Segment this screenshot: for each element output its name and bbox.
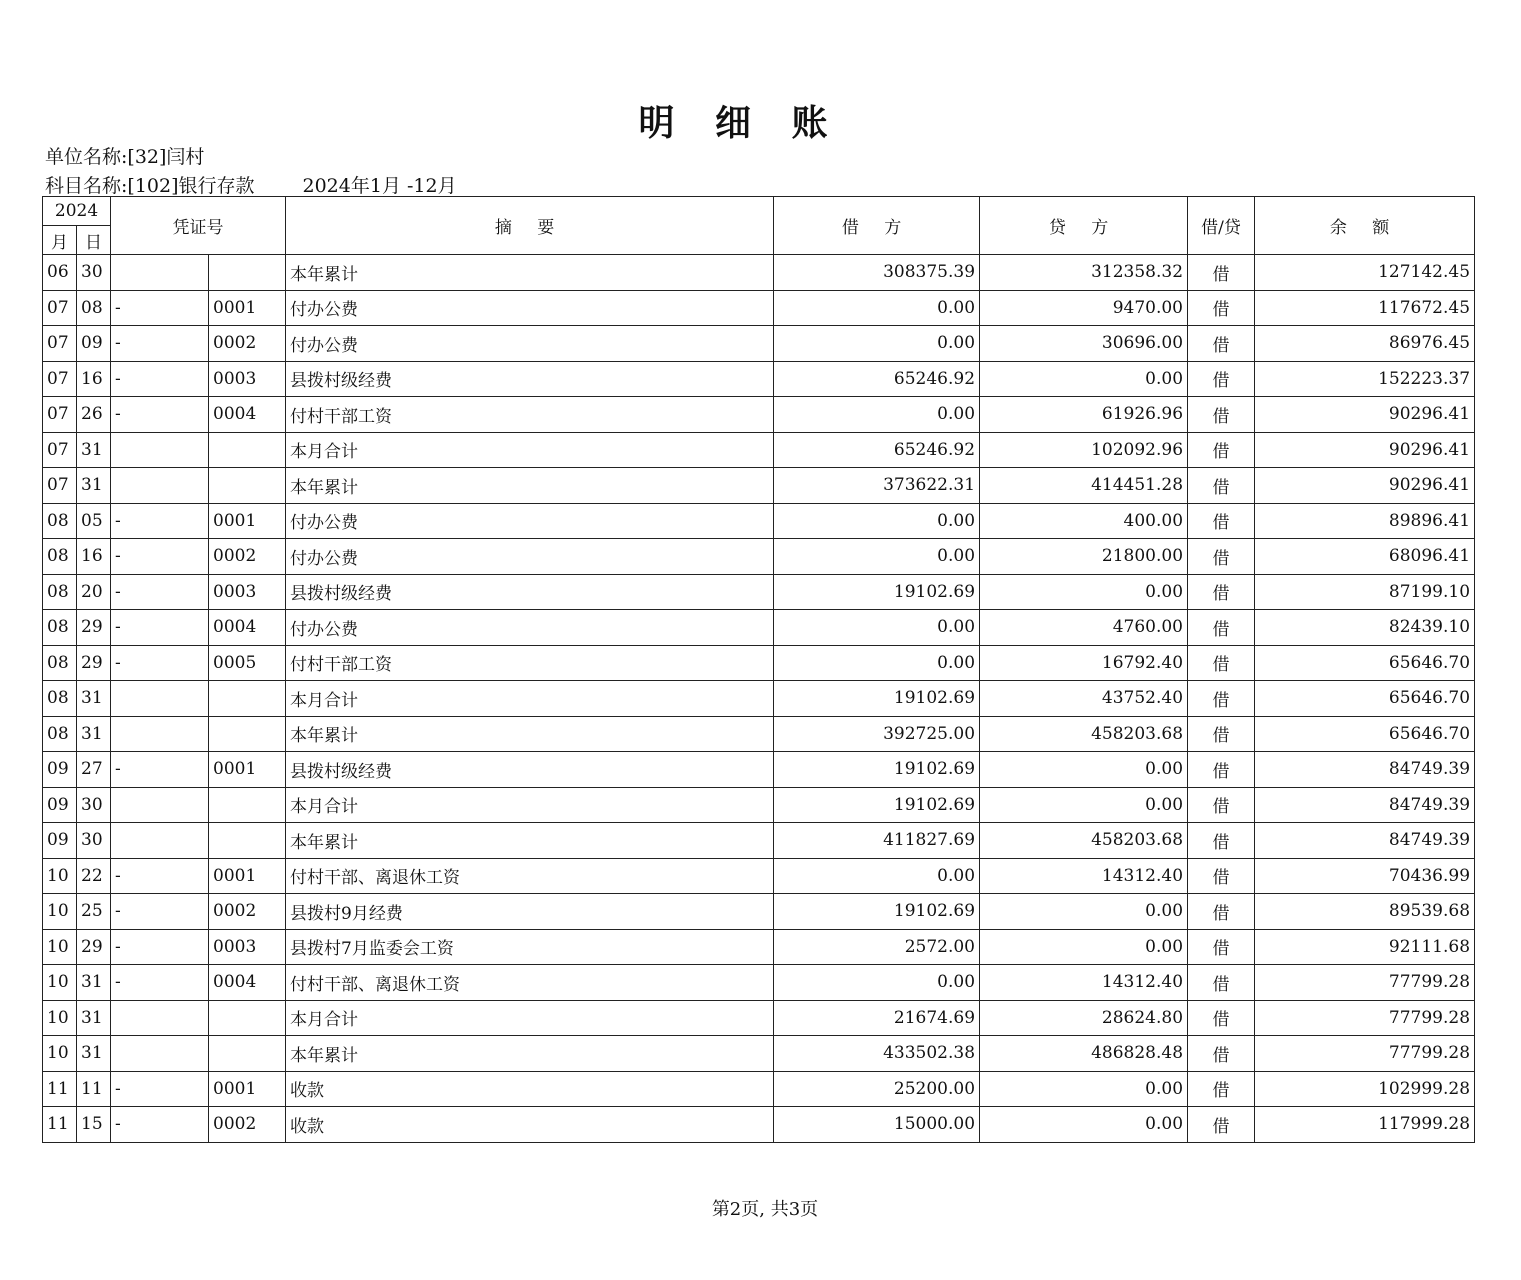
cell-day: 15 bbox=[77, 1107, 111, 1143]
period: 2024年1月 -12月 bbox=[302, 175, 457, 197]
cell-summary: 本月合计 bbox=[286, 1000, 774, 1036]
header-debit: 借 方 bbox=[774, 197, 980, 255]
table-row bbox=[43, 645, 1475, 681]
cell-credit: 16792.40 bbox=[980, 645, 1188, 681]
cell-balance: 77799.28 bbox=[1255, 1000, 1475, 1036]
header-voucher: 凭证号 bbox=[111, 197, 286, 255]
table-row bbox=[43, 681, 1475, 717]
cell-summary: 本年累计 bbox=[286, 468, 774, 504]
cell-credit: 414451.28 bbox=[980, 468, 1188, 504]
cell-direction: 借 bbox=[1188, 290, 1255, 326]
cell-month: 10 bbox=[43, 894, 77, 930]
table-row bbox=[43, 468, 1475, 504]
cell-credit: 0.00 bbox=[980, 574, 1188, 610]
cell-day: 31 bbox=[77, 965, 111, 1001]
cell-summary: 收款 bbox=[286, 1107, 774, 1143]
cell-direction: 借 bbox=[1188, 965, 1255, 1001]
cell-debit: 0.00 bbox=[774, 858, 980, 894]
cell-balance: 65646.70 bbox=[1255, 645, 1475, 681]
cell-credit: 0.00 bbox=[980, 1107, 1188, 1143]
cell-voucher-type: - bbox=[111, 894, 209, 930]
cell-day: 08 bbox=[77, 290, 111, 326]
cell-debit: 411827.69 bbox=[774, 823, 980, 859]
cell-voucher-type: - bbox=[111, 290, 209, 326]
cell-debit: 19102.69 bbox=[774, 681, 980, 717]
cell-direction: 借 bbox=[1188, 1107, 1255, 1143]
header-year: 2024 bbox=[43, 197, 111, 226]
cell-summary: 本月合计 bbox=[286, 787, 774, 823]
cell-summary: 付村干部、离退休工资 bbox=[286, 965, 774, 1001]
cell-balance: 84749.39 bbox=[1255, 752, 1475, 788]
cell-month: 08 bbox=[43, 645, 77, 681]
cell-direction: 借 bbox=[1188, 929, 1255, 965]
cell-debit: 65246.92 bbox=[774, 361, 980, 397]
cell-voucher-number: 0002 bbox=[209, 539, 286, 575]
cell-balance: 77799.28 bbox=[1255, 1036, 1475, 1072]
table-row bbox=[43, 1107, 1475, 1143]
cell-direction: 借 bbox=[1188, 1036, 1255, 1072]
cell-direction: 借 bbox=[1188, 858, 1255, 894]
header-balance: 余 额 bbox=[1255, 197, 1475, 255]
cell-credit: 4760.00 bbox=[980, 610, 1188, 646]
cell-debit: 392725.00 bbox=[774, 716, 980, 752]
cell-credit: 30696.00 bbox=[980, 326, 1188, 362]
cell-credit: 102092.96 bbox=[980, 432, 1188, 468]
cell-summary: 本年累计 bbox=[286, 716, 774, 752]
cell-balance: 117999.28 bbox=[1255, 1107, 1475, 1143]
cell-debit: 15000.00 bbox=[774, 1107, 980, 1143]
cell-month: 10 bbox=[43, 965, 77, 1001]
cell-month: 08 bbox=[43, 503, 77, 539]
table-row bbox=[43, 503, 1475, 539]
cell-credit: 9470.00 bbox=[980, 290, 1188, 326]
cell-voucher-type: - bbox=[111, 1071, 209, 1107]
cell-balance: 127142.45 bbox=[1255, 255, 1475, 291]
cell-credit: 458203.68 bbox=[980, 823, 1188, 859]
cell-voucher-number: 0001 bbox=[209, 752, 286, 788]
cell-summary: 本月合计 bbox=[286, 432, 774, 468]
cell-balance: 152223.37 bbox=[1255, 361, 1475, 397]
cell-debit: 19102.69 bbox=[774, 787, 980, 823]
cell-month: 07 bbox=[43, 432, 77, 468]
header-direction: 借/贷 bbox=[1188, 197, 1255, 255]
cell-summary: 县拨村级经费 bbox=[286, 752, 774, 788]
cell-debit: 65246.92 bbox=[774, 432, 980, 468]
table-row bbox=[43, 716, 1475, 752]
cell-day: 20 bbox=[77, 574, 111, 610]
cell-summary: 付村干部工资 bbox=[286, 645, 774, 681]
table-row bbox=[43, 1036, 1475, 1072]
cell-voucher-type: - bbox=[111, 397, 209, 433]
cell-debit: 433502.38 bbox=[774, 1036, 980, 1072]
cell-balance: 117672.45 bbox=[1255, 290, 1475, 326]
cell-day: 30 bbox=[77, 787, 111, 823]
cell-credit: 312358.32 bbox=[980, 255, 1188, 291]
cell-day: 05 bbox=[77, 503, 111, 539]
cell-credit: 14312.40 bbox=[980, 858, 1188, 894]
cell-direction: 借 bbox=[1188, 681, 1255, 717]
cell-voucher-number: 0003 bbox=[209, 929, 286, 965]
cell-balance: 87199.10 bbox=[1255, 574, 1475, 610]
cell-debit: 2572.00 bbox=[774, 929, 980, 965]
cell-direction: 借 bbox=[1188, 326, 1255, 362]
cell-day: 31 bbox=[77, 1000, 111, 1036]
cell-balance: 102999.28 bbox=[1255, 1071, 1475, 1107]
cell-voucher-number bbox=[209, 1000, 286, 1036]
table-row bbox=[43, 752, 1475, 788]
cell-debit: 19102.69 bbox=[774, 574, 980, 610]
cell-summary: 县拨村级经费 bbox=[286, 361, 774, 397]
cell-credit: 0.00 bbox=[980, 752, 1188, 788]
cell-voucher-number bbox=[209, 787, 286, 823]
cell-direction: 借 bbox=[1188, 503, 1255, 539]
header-summary: 摘 要 bbox=[286, 197, 774, 255]
cell-day: 26 bbox=[77, 397, 111, 433]
cell-balance: 90296.41 bbox=[1255, 432, 1475, 468]
cell-month: 10 bbox=[43, 1000, 77, 1036]
cell-direction: 借 bbox=[1188, 1000, 1255, 1036]
cell-voucher-type bbox=[111, 1036, 209, 1072]
cell-direction: 借 bbox=[1188, 397, 1255, 433]
cell-direction: 借 bbox=[1188, 1071, 1255, 1107]
cell-day: 27 bbox=[77, 752, 111, 788]
cell-voucher-type: - bbox=[111, 326, 209, 362]
cell-voucher-number bbox=[209, 1036, 286, 1072]
cell-voucher-type: - bbox=[111, 361, 209, 397]
cell-balance: 90296.41 bbox=[1255, 397, 1475, 433]
cell-credit: 0.00 bbox=[980, 787, 1188, 823]
cell-month: 07 bbox=[43, 468, 77, 504]
cell-direction: 借 bbox=[1188, 823, 1255, 859]
cell-credit: 0.00 bbox=[980, 1071, 1188, 1107]
cell-summary: 本年累计 bbox=[286, 1036, 774, 1072]
cell-debit: 0.00 bbox=[774, 326, 980, 362]
cell-voucher-type bbox=[111, 255, 209, 291]
cell-summary: 县拨村7月监委会工资 bbox=[286, 929, 774, 965]
cell-month: 11 bbox=[43, 1071, 77, 1107]
table-row bbox=[43, 858, 1475, 894]
cell-balance: 86976.45 bbox=[1255, 326, 1475, 362]
cell-summary: 付办公费 bbox=[286, 539, 774, 575]
cell-summary: 本年累计 bbox=[286, 255, 774, 291]
ledger-body bbox=[43, 255, 1475, 1143]
cell-month: 08 bbox=[43, 716, 77, 752]
cell-voucher-type bbox=[111, 681, 209, 717]
cell-credit: 14312.40 bbox=[980, 965, 1188, 1001]
cell-debit: 19102.69 bbox=[774, 752, 980, 788]
cell-credit: 458203.68 bbox=[980, 716, 1188, 752]
cell-balance: 89896.41 bbox=[1255, 503, 1475, 539]
table-row bbox=[43, 1071, 1475, 1107]
cell-voucher-type: - bbox=[111, 965, 209, 1001]
table-row bbox=[43, 929, 1475, 965]
cell-summary: 付村干部、离退休工资 bbox=[286, 858, 774, 894]
cell-balance: 65646.70 bbox=[1255, 716, 1475, 752]
cell-voucher-number: 0001 bbox=[209, 503, 286, 539]
header-credit: 贷 方 bbox=[980, 197, 1188, 255]
cell-debit: 0.00 bbox=[774, 397, 980, 433]
cell-day: 29 bbox=[77, 610, 111, 646]
cell-summary: 本月合计 bbox=[286, 681, 774, 717]
cell-debit: 25200.00 bbox=[774, 1071, 980, 1107]
cell-voucher-number: 0001 bbox=[209, 290, 286, 326]
cell-credit: 28624.80 bbox=[980, 1000, 1188, 1036]
cell-balance: 92111.68 bbox=[1255, 929, 1475, 965]
cell-debit: 0.00 bbox=[774, 965, 980, 1001]
cell-voucher-number: 0001 bbox=[209, 858, 286, 894]
cell-month: 11 bbox=[43, 1107, 77, 1143]
cell-day: 31 bbox=[77, 1036, 111, 1072]
cell-day: 09 bbox=[77, 326, 111, 362]
cell-voucher-type: - bbox=[111, 1107, 209, 1143]
table-row bbox=[43, 290, 1475, 326]
cell-debit: 373622.31 bbox=[774, 468, 980, 504]
header-day: 日 bbox=[77, 226, 111, 255]
cell-day: 25 bbox=[77, 894, 111, 930]
cell-summary: 付办公费 bbox=[286, 503, 774, 539]
cell-voucher-number: 0001 bbox=[209, 1071, 286, 1107]
cell-voucher-number bbox=[209, 823, 286, 859]
cell-direction: 借 bbox=[1188, 787, 1255, 823]
cell-summary: 收款 bbox=[286, 1071, 774, 1107]
cell-debit: 21674.69 bbox=[774, 1000, 980, 1036]
cell-debit: 0.00 bbox=[774, 610, 980, 646]
subject-name: 科目名称:[102]银行存款 bbox=[45, 175, 255, 197]
cell-direction: 借 bbox=[1188, 894, 1255, 930]
table-row bbox=[43, 1000, 1475, 1036]
table-row bbox=[43, 823, 1475, 859]
cell-month: 07 bbox=[43, 397, 77, 433]
cell-month: 07 bbox=[43, 326, 77, 362]
cell-month: 09 bbox=[43, 823, 77, 859]
cell-balance: 70436.99 bbox=[1255, 858, 1475, 894]
cell-voucher-number: 0005 bbox=[209, 645, 286, 681]
table-row bbox=[43, 397, 1475, 433]
cell-month: 08 bbox=[43, 539, 77, 575]
table-row bbox=[43, 610, 1475, 646]
cell-voucher-type bbox=[111, 1000, 209, 1036]
cell-month: 08 bbox=[43, 681, 77, 717]
cell-month: 10 bbox=[43, 929, 77, 965]
cell-month: 10 bbox=[43, 1036, 77, 1072]
cell-debit: 0.00 bbox=[774, 290, 980, 326]
page-title: 明 细 账 bbox=[638, 102, 842, 144]
table-row bbox=[43, 432, 1475, 468]
cell-day: 16 bbox=[77, 361, 111, 397]
cell-voucher-type: - bbox=[111, 503, 209, 539]
cell-balance: 77799.28 bbox=[1255, 965, 1475, 1001]
cell-direction: 借 bbox=[1188, 539, 1255, 575]
table-row bbox=[43, 787, 1475, 823]
cell-balance: 90296.41 bbox=[1255, 468, 1475, 504]
cell-debit: 308375.39 bbox=[774, 255, 980, 291]
cell-voucher-type bbox=[111, 468, 209, 504]
cell-direction: 借 bbox=[1188, 361, 1255, 397]
cell-month: 08 bbox=[43, 610, 77, 646]
cell-credit: 0.00 bbox=[980, 929, 1188, 965]
cell-credit: 21800.00 bbox=[980, 539, 1188, 575]
cell-voucher-number bbox=[209, 468, 286, 504]
cell-credit: 400.00 bbox=[980, 503, 1188, 539]
cell-day: 31 bbox=[77, 716, 111, 752]
cell-month: 10 bbox=[43, 858, 77, 894]
cell-voucher-number bbox=[209, 255, 286, 291]
cell-summary: 付办公费 bbox=[286, 610, 774, 646]
cell-summary: 县拨村级经费 bbox=[286, 574, 774, 610]
cell-voucher-type: - bbox=[111, 858, 209, 894]
cell-voucher-number: 0004 bbox=[209, 610, 286, 646]
cell-voucher-type bbox=[111, 823, 209, 859]
cell-month: 07 bbox=[43, 361, 77, 397]
cell-direction: 借 bbox=[1188, 645, 1255, 681]
cell-voucher-type: - bbox=[111, 610, 209, 646]
header-month: 月 bbox=[43, 226, 77, 255]
cell-voucher-number: 0002 bbox=[209, 1107, 286, 1143]
cell-day: 22 bbox=[77, 858, 111, 894]
cell-voucher-type: - bbox=[111, 539, 209, 575]
cell-direction: 借 bbox=[1188, 432, 1255, 468]
cell-voucher-number: 0004 bbox=[209, 397, 286, 433]
cell-balance: 82439.10 bbox=[1255, 610, 1475, 646]
cell-voucher-number: 0002 bbox=[209, 894, 286, 930]
cell-debit: 19102.69 bbox=[774, 894, 980, 930]
table-row bbox=[43, 539, 1475, 575]
cell-summary: 县拨村9月经费 bbox=[286, 894, 774, 930]
cell-balance: 84749.39 bbox=[1255, 787, 1475, 823]
cell-voucher-type: - bbox=[111, 752, 209, 788]
table-row bbox=[43, 255, 1475, 291]
cell-voucher-type: - bbox=[111, 645, 209, 681]
cell-summary: 本年累计 bbox=[286, 823, 774, 859]
cell-voucher-type bbox=[111, 716, 209, 752]
page-footer: 第2页, 共3页 bbox=[711, 1199, 819, 1220]
cell-credit: 486828.48 bbox=[980, 1036, 1188, 1072]
cell-direction: 借 bbox=[1188, 716, 1255, 752]
cell-balance: 84749.39 bbox=[1255, 823, 1475, 859]
table-row bbox=[43, 326, 1475, 362]
cell-voucher-type bbox=[111, 432, 209, 468]
cell-direction: 借 bbox=[1188, 255, 1255, 291]
cell-day: 29 bbox=[77, 645, 111, 681]
cell-balance: 68096.41 bbox=[1255, 539, 1475, 575]
cell-month: 06 bbox=[43, 255, 77, 291]
cell-voucher-number: 0003 bbox=[209, 574, 286, 610]
cell-voucher-type: - bbox=[111, 574, 209, 610]
cell-credit: 0.00 bbox=[980, 894, 1188, 930]
cell-credit: 61926.96 bbox=[980, 397, 1188, 433]
cell-voucher-type: - bbox=[111, 929, 209, 965]
cell-voucher-number: 0002 bbox=[209, 326, 286, 362]
cell-month: 08 bbox=[43, 574, 77, 610]
cell-day: 30 bbox=[77, 823, 111, 859]
cell-summary: 付村干部工资 bbox=[286, 397, 774, 433]
cell-summary: 付办公费 bbox=[286, 326, 774, 362]
cell-day: 31 bbox=[77, 468, 111, 504]
cell-debit: 0.00 bbox=[774, 503, 980, 539]
cell-credit: 43752.40 bbox=[980, 681, 1188, 717]
cell-voucher-number bbox=[209, 432, 286, 468]
cell-balance: 89539.68 bbox=[1255, 894, 1475, 930]
cell-month: 09 bbox=[43, 787, 77, 823]
cell-credit: 0.00 bbox=[980, 361, 1188, 397]
cell-summary: 付办公费 bbox=[286, 290, 774, 326]
table-row bbox=[43, 361, 1475, 397]
cell-debit: 0.00 bbox=[774, 539, 980, 575]
cell-month: 07 bbox=[43, 290, 77, 326]
cell-voucher-type bbox=[111, 787, 209, 823]
cell-direction: 借 bbox=[1188, 610, 1255, 646]
cell-day: 29 bbox=[77, 929, 111, 965]
cell-voucher-number bbox=[209, 681, 286, 717]
cell-direction: 借 bbox=[1188, 752, 1255, 788]
cell-day: 31 bbox=[77, 681, 111, 717]
table-row bbox=[43, 574, 1475, 610]
header-row-1 bbox=[43, 197, 1475, 226]
cell-balance: 65646.70 bbox=[1255, 681, 1475, 717]
cell-voucher-number: 0004 bbox=[209, 965, 286, 1001]
cell-day: 31 bbox=[77, 432, 111, 468]
ledger-table bbox=[42, 196, 1475, 1143]
table-row bbox=[43, 894, 1475, 930]
table-row bbox=[43, 965, 1475, 1001]
cell-debit: 0.00 bbox=[774, 645, 980, 681]
cell-direction: 借 bbox=[1188, 574, 1255, 610]
cell-month: 09 bbox=[43, 752, 77, 788]
cell-voucher-number: 0003 bbox=[209, 361, 286, 397]
subject-line bbox=[45, 171, 457, 198]
cell-day: 11 bbox=[77, 1071, 111, 1107]
cell-voucher-number bbox=[209, 716, 286, 752]
cell-direction: 借 bbox=[1188, 468, 1255, 504]
cell-day: 16 bbox=[77, 539, 111, 575]
cell-day: 30 bbox=[77, 255, 111, 291]
unit-name: 单位名称:[32]闫村 bbox=[45, 146, 205, 168]
